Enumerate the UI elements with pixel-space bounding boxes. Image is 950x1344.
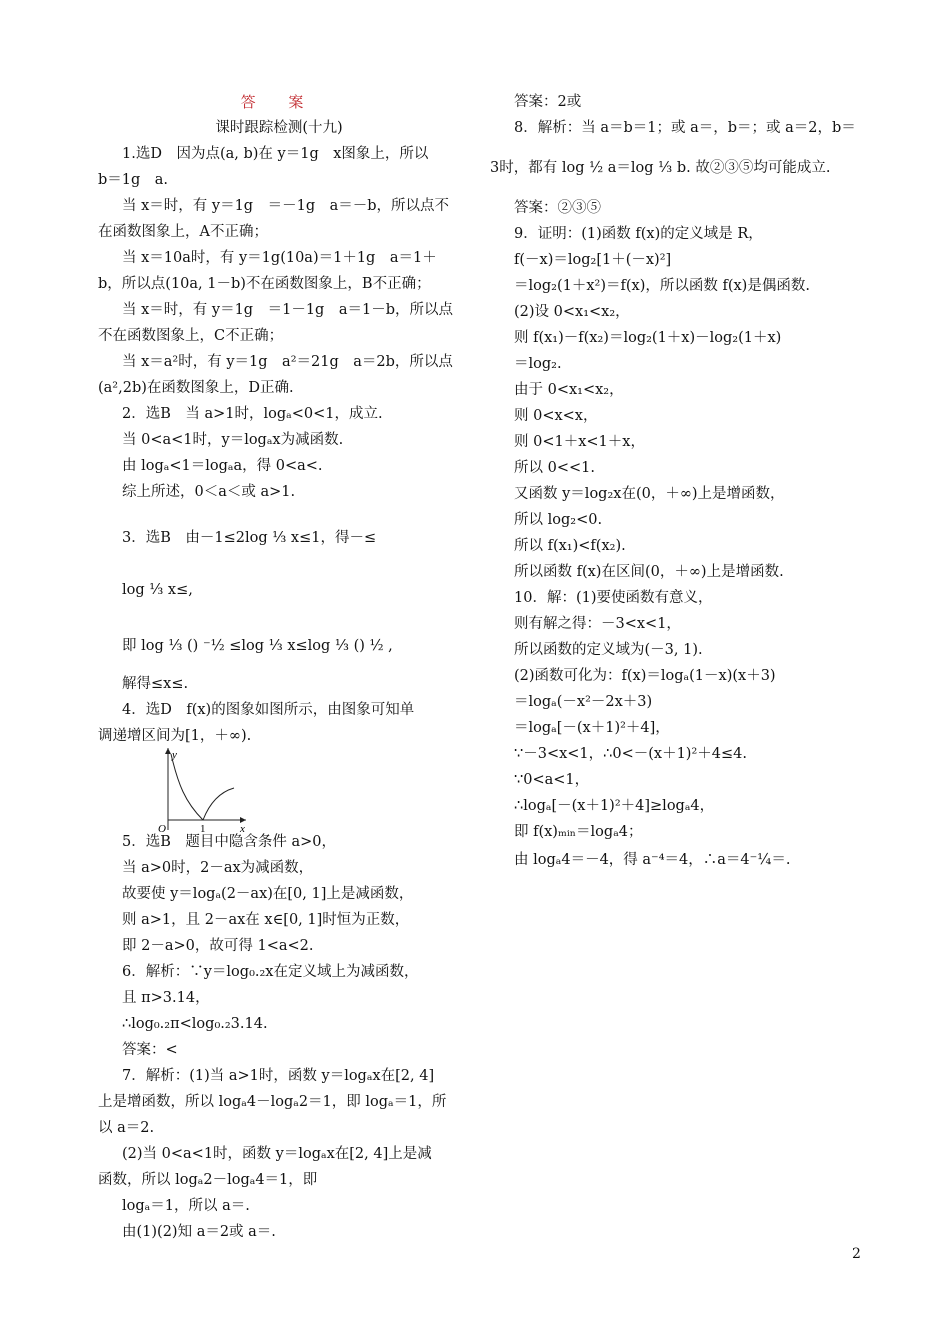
text-line: 5．选B 题目中隐含条件 a>0， bbox=[122, 834, 337, 850]
text-line: 所以 f(x₁)<f(x₂). bbox=[514, 538, 626, 554]
text-line: b＝1g a. bbox=[98, 172, 169, 188]
text-line: 9．证明：(1)函数 f(x)的定义域是 R， bbox=[514, 226, 763, 242]
text-line: (2)当 0<a<1时，函数 y＝logₐx在[2, 4]上是减 bbox=[122, 1146, 432, 1162]
tick-label: 1 bbox=[200, 823, 206, 832]
text-line: 上是增函数，所以 logₐ4－logₐ2＝1，即 logₐ＝1，所 bbox=[98, 1094, 447, 1110]
text-line: 又函数 y＝log₂x在(0，＋∞)上是增函数， bbox=[514, 486, 785, 502]
text-line: ＝log₂. bbox=[514, 356, 562, 372]
text-line: 函数，所以 logₐ2－logₐ4＝1，即 bbox=[98, 1172, 318, 1188]
text-line: 由于 0<x₁<x₂， bbox=[514, 382, 624, 398]
text-line: 1.选D 因为点(a, b)在 y＝1g x图象上，所以 bbox=[122, 146, 429, 162]
text-line: 以 a＝2. bbox=[98, 1120, 155, 1136]
origin-label: O bbox=[158, 823, 166, 832]
text-line: 即 2－a>0，故可得 1<a<2. bbox=[122, 938, 314, 954]
text-line: (2)函数可化为：f(x)＝logₐ(1－x)(x＋3) bbox=[514, 668, 776, 684]
text-line: ＝logₐ(－x²－2x＋3) bbox=[514, 694, 653, 710]
text-line: 所以函数 f(x)在区间(0，＋∞)上是增函数. bbox=[514, 564, 784, 580]
text-line: logₐ＝1，所以 a＝. bbox=[122, 1198, 250, 1214]
text-line: 则 f(x₁)－f(x₂)＝log₂(1＋x)－log₂(1＋x) bbox=[514, 330, 782, 346]
text-line: 所以函数的定义域为(－3, 1). bbox=[514, 642, 703, 658]
text-line: 则有解之得：－3<x<1， bbox=[514, 616, 681, 632]
text-line: 解得≤x≤. bbox=[122, 676, 189, 692]
text-line: 3时，都有 log ½ a＝log ⅓ b. 故②③⑤均可能成立. bbox=[490, 160, 831, 176]
text-line: f(－x)＝log₂[1＋(－x)²] bbox=[514, 252, 672, 268]
text-line: 即 f(x)ₘᵢₙ＝logₐ4； bbox=[514, 824, 643, 840]
text-line: 2．选B 当 a>1时，logₐ<0<1，成立. bbox=[122, 406, 383, 422]
text-line: 当 x＝时，有 y＝1g ＝－1g a＝－b，所以点不 bbox=[122, 198, 450, 214]
curve-left bbox=[171, 754, 203, 820]
text-line: 由 logₐ<1＝logₐa，得 0<a<. bbox=[122, 458, 323, 474]
y-label: y bbox=[172, 749, 177, 761]
text-line: ∵－3<x<1，∴0<－(x＋1)²＋4≤4. bbox=[514, 746, 747, 762]
text-line: 则 0<1＋x<1＋x， bbox=[514, 434, 645, 450]
text-line: 答案：②③⑤ bbox=[514, 200, 601, 216]
text-line: 4．选D f(x)的图象如图所示，由图象可知单 bbox=[122, 702, 415, 718]
text-line: ∵0<a<1， bbox=[514, 772, 590, 788]
text-line: 则 0<x<x， bbox=[514, 408, 598, 424]
text-line: 当 a>0时，2－ax为减函数， bbox=[122, 860, 314, 876]
y-axis-arrow bbox=[165, 748, 171, 754]
text-line: 当 0<a<1时，y＝logₐx为减函数. bbox=[122, 432, 344, 448]
text-line: ＝log₂(1＋x²)＝f(x)，所以函数 f(x)是偶函数. bbox=[514, 278, 810, 294]
text-line: 答案：< bbox=[122, 1042, 178, 1058]
text-line: ∴logₐ[－(x＋1)²＋4]≥logₐ4， bbox=[514, 798, 715, 814]
text-line: 当 x＝时，有 y＝1g ＝1－1g a＝1－b，所以点 bbox=[122, 302, 453, 318]
text-line: (a²,2b)在函数图象上，D正确. bbox=[98, 380, 294, 396]
text-line: ＝logₐ[－(x＋1)²＋4]， bbox=[514, 720, 670, 736]
answer-subtitle: 课时跟踪检测(十九) bbox=[215, 120, 343, 136]
answer-title: 答 案 bbox=[240, 93, 318, 111]
text-line: 7．解析：(1)当 a>1时，函数 y＝logₐx在[2, 4] bbox=[122, 1068, 435, 1084]
text-line: 10．解：(1)要使函数有意义， bbox=[514, 590, 713, 606]
text-line: log ⅓ x≤, bbox=[122, 582, 193, 598]
text-line: 调递增区间为[1，＋∞). bbox=[98, 728, 252, 744]
text-line: 所以 log₂<0. bbox=[514, 512, 603, 528]
text-line: 3．选B 由－1≤2log ⅓ x≤1，得－≤ bbox=[122, 530, 377, 546]
text-line: 由(1)(2)知 a＝2或 a＝. bbox=[122, 1224, 276, 1240]
text-line: 8．解析：当 a＝b＝1；或 a＝，b＝；或 a＝2，b＝ bbox=[514, 120, 856, 136]
text-line: ∴log₀.₂π<log₀.₂3.14. bbox=[122, 1016, 268, 1032]
function-graph bbox=[150, 744, 250, 832]
text-line: b，所以点(10a, 1－b)不在函数图象上，B不正确； bbox=[98, 276, 431, 292]
x-label: x bbox=[240, 823, 245, 832]
text-line: (2)设 0<x₁<x₂， bbox=[514, 304, 630, 320]
text-line: 由 logₐ4＝－4，得 a⁻⁴＝4，∴a＝4⁻¼＝. bbox=[514, 852, 791, 868]
text-line: 则 a>1，且 2－ax在 x∈[0, 1]时恒为正数， bbox=[122, 912, 410, 928]
text-line: 答案：2或 bbox=[514, 94, 582, 110]
text-line: 当 x＝10a时，有 y＝1g(10a)＝1＋1g a＝1＋ bbox=[122, 250, 437, 266]
page-number: 2 bbox=[852, 1246, 861, 1262]
text-line: 故要使 y＝logₐ(2－ax)在[0, 1]上是减函数， bbox=[122, 886, 414, 902]
text-line: 即 log ⅓ () ⁻½ ≤log ⅓ x≤log ⅓ () ½ , bbox=[122, 638, 393, 654]
text-line: 6．解析：∵y＝log₀.₂x在定义域上为减函数， bbox=[122, 964, 419, 980]
text-line: 在函数图象上，A不正确； bbox=[98, 224, 268, 240]
text-line: 当 x＝a²时，有 y＝1g a²＝21g a＝2b，所以点 bbox=[122, 354, 453, 370]
text-line: 综上所述，0＜a＜或 a>1. bbox=[122, 484, 296, 500]
curve-right bbox=[203, 788, 234, 820]
text-line: 不在函数图象上，C不正确； bbox=[98, 328, 284, 344]
text-line: 且 π>3.14， bbox=[122, 990, 210, 1006]
text-line: 所以 0<<1. bbox=[514, 460, 595, 476]
